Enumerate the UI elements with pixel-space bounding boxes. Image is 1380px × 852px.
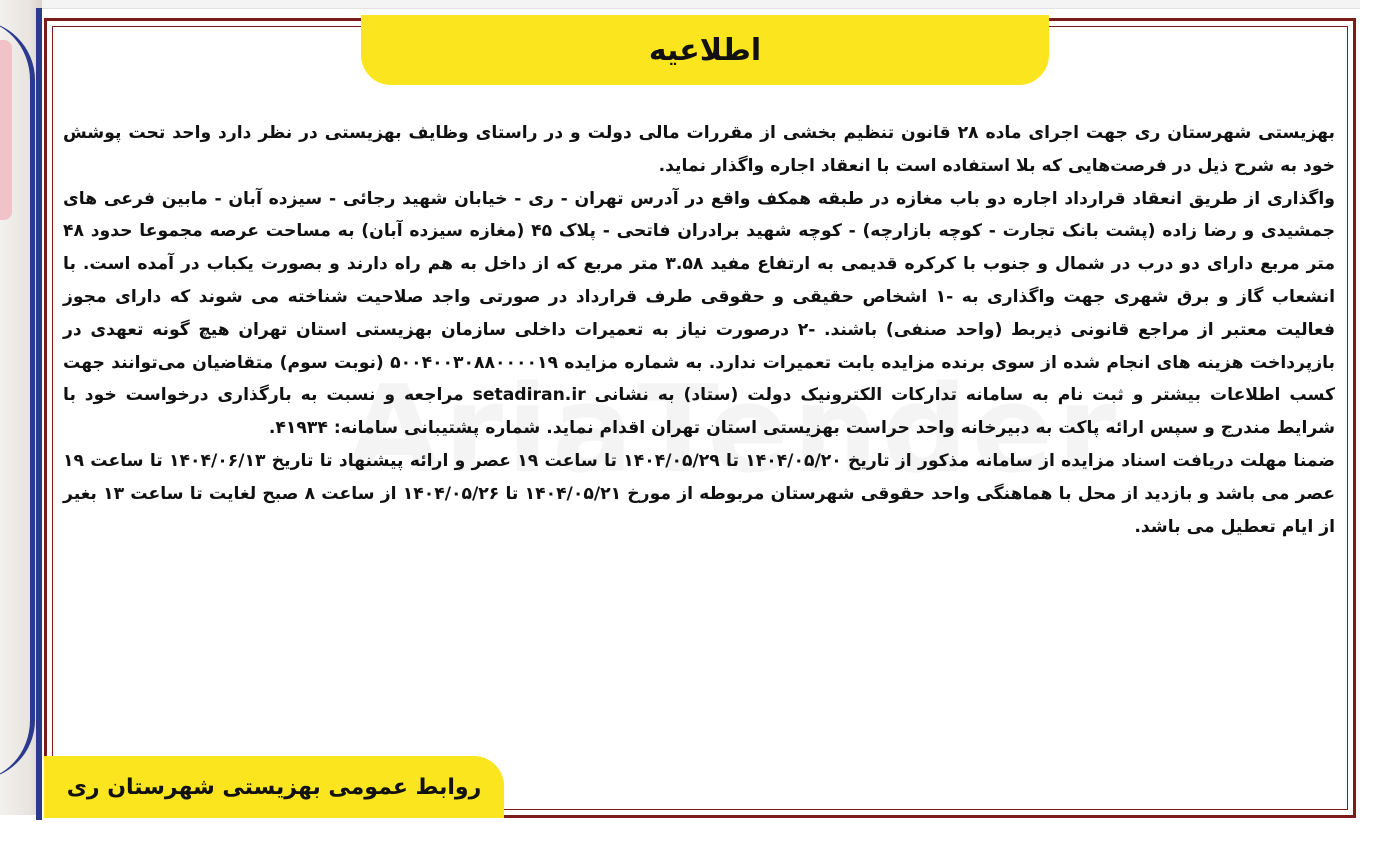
title-banner — [361, 15, 1049, 85]
notice-frame — [44, 18, 1356, 818]
paragraph-intro: بهزیستی شهرستان ری جهت اجرای ماده ۲۸ قانون تنظیم بخشی از مقررات مالی دولت و در راستای وظایف بهزیستی در نظر دارد واحد تحت پوشش خود به شرح ذیل در فرصت‌هایی که بلا استفاده است با انعقاد اجاره واگذار نماید. — [63, 123, 1335, 176]
paragraph-deadlines: ضمنا مهلت دریافت اسناد مزایده از سامانه مذکور از تاریخ ۱۴۰۴/۰۵/۲۰ تا ۱۴۰۴/۰۵/۲۹ تا ساعت ۱۹ عصر و ارائه پیشنهاد تا تاریخ ۱۴۰۴/۰۶/۱۳ تا ساعت ۱۹ عصر می باشد و بازدید از محل با هماهنگی واحد حقوقی شهرستان مربوطه از مورخ ۱۴۰۴/۰۵/۲۱ تا ۱۴۰۴/۰۵/۲۶ از ساعت ۸ صبح لغایت تا ساعت ۱۳ بغیر از ایام تعطیل می باشد. — [63, 450, 1336, 537]
footer-banner — [44, 756, 504, 818]
footer-signature: روابط عمومی بهزیستی شهرستان ری — [66, 774, 482, 800]
top-strip — [40, 0, 1360, 9]
notice-title: اطلاعیه — [648, 32, 762, 68]
paragraph-details: واگذاری از طریق انعقاد قرارداد اجاره دو باب مغازه در طبقه همکف واقع در آدرس تهران - ری - خیابان شهید رجائی - سیزده آبان - مابین فرعی های جمشیدی و رضا زاده (پشت بانک تجارت - کوچه بازارچه) - کوچه شهید برادران فاتحی - پلاک ۴۵ (مغازه سیزده آبان) به مساحت عرصه مجموعا حدود ۴۸ متر مربع دارای دو درب در شمال و جنوب با کرکره قدیمی به ارتفاع مفید ۳.۵۸ متر مربع که از داخل به هم راه دارند و بصورت یکباب در آمده است. با انشعاب گاز و برق شهری جهت واگذاری به -۱ اشخاص حقیقی و حقوقی طرف قرارداد در صورتی واجد صلاحیت شناخته می شوند که دارای مجوز فعالیت معتبر از مراجع قانونی ذیربط (واحد صنفی) باشند. -۲ درصورت نیاز به تعمیرات داخلی سازمان بهزیستی استان تهران هیچ گونه تعهدی در بازپرداخت هزینه های انجام شده از سوی برنده مزایده بابت تعمیرات ندارد. به شماره مزایده ۵۰۰۴۰۰۳۰۸۸۰۰۰۰۱۹ (نوبت سوم) متقاضیان می‌توانند جهت کسب اطلاعات بیشتر و ثبت نام به سامانه تدارکات الکترونیک دولت (ستاد) به نشانی setadiran.ir مراجعه و نسبت به بارگذاری درخواست خود با شرایط مندرج و سپس ارائه پاکت به دبیرخانه واحد حراست بهزیستی استان تهران اقدام نماید. شماره پشتیبانی سامانه: ۴۱۹۳۴. — [63, 188, 1336, 439]
notice-body — [63, 117, 1335, 543]
side-blue-bar — [36, 8, 42, 820]
side-decoration-curve — [0, 20, 35, 780]
